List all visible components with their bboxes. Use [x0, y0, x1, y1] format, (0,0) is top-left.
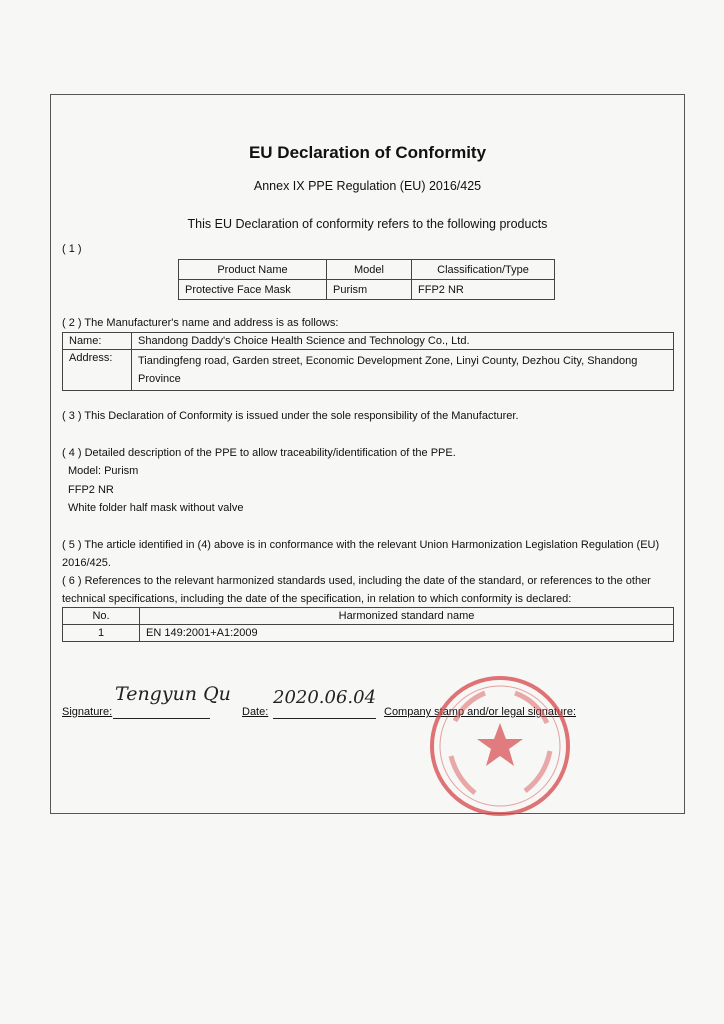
declaration-frame [50, 94, 685, 814]
page-title: EU Declaration of Conformity [248, 143, 487, 162]
date-underline [273, 718, 376, 719]
section-5-line-2: 2016/425. [62, 557, 111, 569]
no-header: No. [63, 608, 140, 625]
section-4-text: ( 4 ) Detailed description of the PPE to allow traceability/identification of the PPE. [62, 447, 456, 459]
section-6-line-1: ( 6 ) References to the relevant harmonized standards used, including the date of the standard, or references to the other [62, 575, 651, 587]
regulation-subtitle: Annex IX PPE Regulation (EU) 2016/425 [253, 179, 482, 193]
classification-header: Classification/Type [412, 260, 555, 280]
signature-underline [113, 718, 210, 719]
name-label: Name: [63, 333, 132, 350]
standards-table [62, 607, 674, 642]
manufacturer-table [62, 332, 674, 391]
standard-name-header: Harmonized standard name [140, 608, 674, 625]
signature-handwriting: Tengyun Qu [115, 683, 231, 705]
stamp-star-icon [477, 723, 523, 766]
intro-text: This EU Declaration of conformity refers to the following products [187, 217, 548, 231]
product-table [178, 259, 555, 300]
product-name-cell: Protective Face Mask [179, 280, 327, 300]
date-label: Date: [242, 706, 269, 718]
company-stamp-label: Company stamp and/or legal signature: [384, 706, 576, 718]
name-value: Shandong Daddy's Choice Health Science and Technology Co., Ltd. [132, 333, 674, 350]
section-5-line-1: ( 5 ) The article identified in (4) above is in conformance with the relevant Union Harmonization Legislation Regulation (EU) [62, 539, 660, 551]
date-handwriting: 2020.06.04 [273, 687, 377, 708]
classification-cell: FFP2 NR [412, 280, 555, 300]
section-4-description: White folder half mask without valve [68, 502, 244, 514]
section-2-label: ( 2 ) The Manufacturer's name and address is as follows: [62, 317, 339, 329]
model-header: Model [327, 260, 412, 280]
section-1-label: ( 1 ) [62, 243, 82, 255]
address-value [132, 350, 674, 391]
model-cell: Purism [327, 280, 412, 300]
section-6-line-2: technical specifications, including the date of the specification, in relation to which conformity is declared: [62, 593, 572, 605]
address-label: Address: [63, 350, 132, 391]
section-3-text: ( 3 ) This Declaration of Conformity is issued under the sole responsibility of the Manufacturer. [62, 410, 519, 422]
standard-no-cell: 1 [63, 625, 140, 642]
address-line-1: Tiandingfeng road, Garden street, Economic Development Zone, Linyi County, Dezhou City, Shandong [138, 355, 638, 367]
section-4-type: FFP2 NR [68, 484, 114, 496]
standard-name-cell: EN 149:2001+A1:2009 [140, 625, 674, 642]
product-name-header: Product Name [179, 260, 327, 280]
signature-label: Signature: [62, 706, 113, 718]
address-line-2: Province [138, 373, 181, 385]
company-stamp [425, 671, 575, 821]
section-4-model: Model: Purism [68, 465, 139, 477]
